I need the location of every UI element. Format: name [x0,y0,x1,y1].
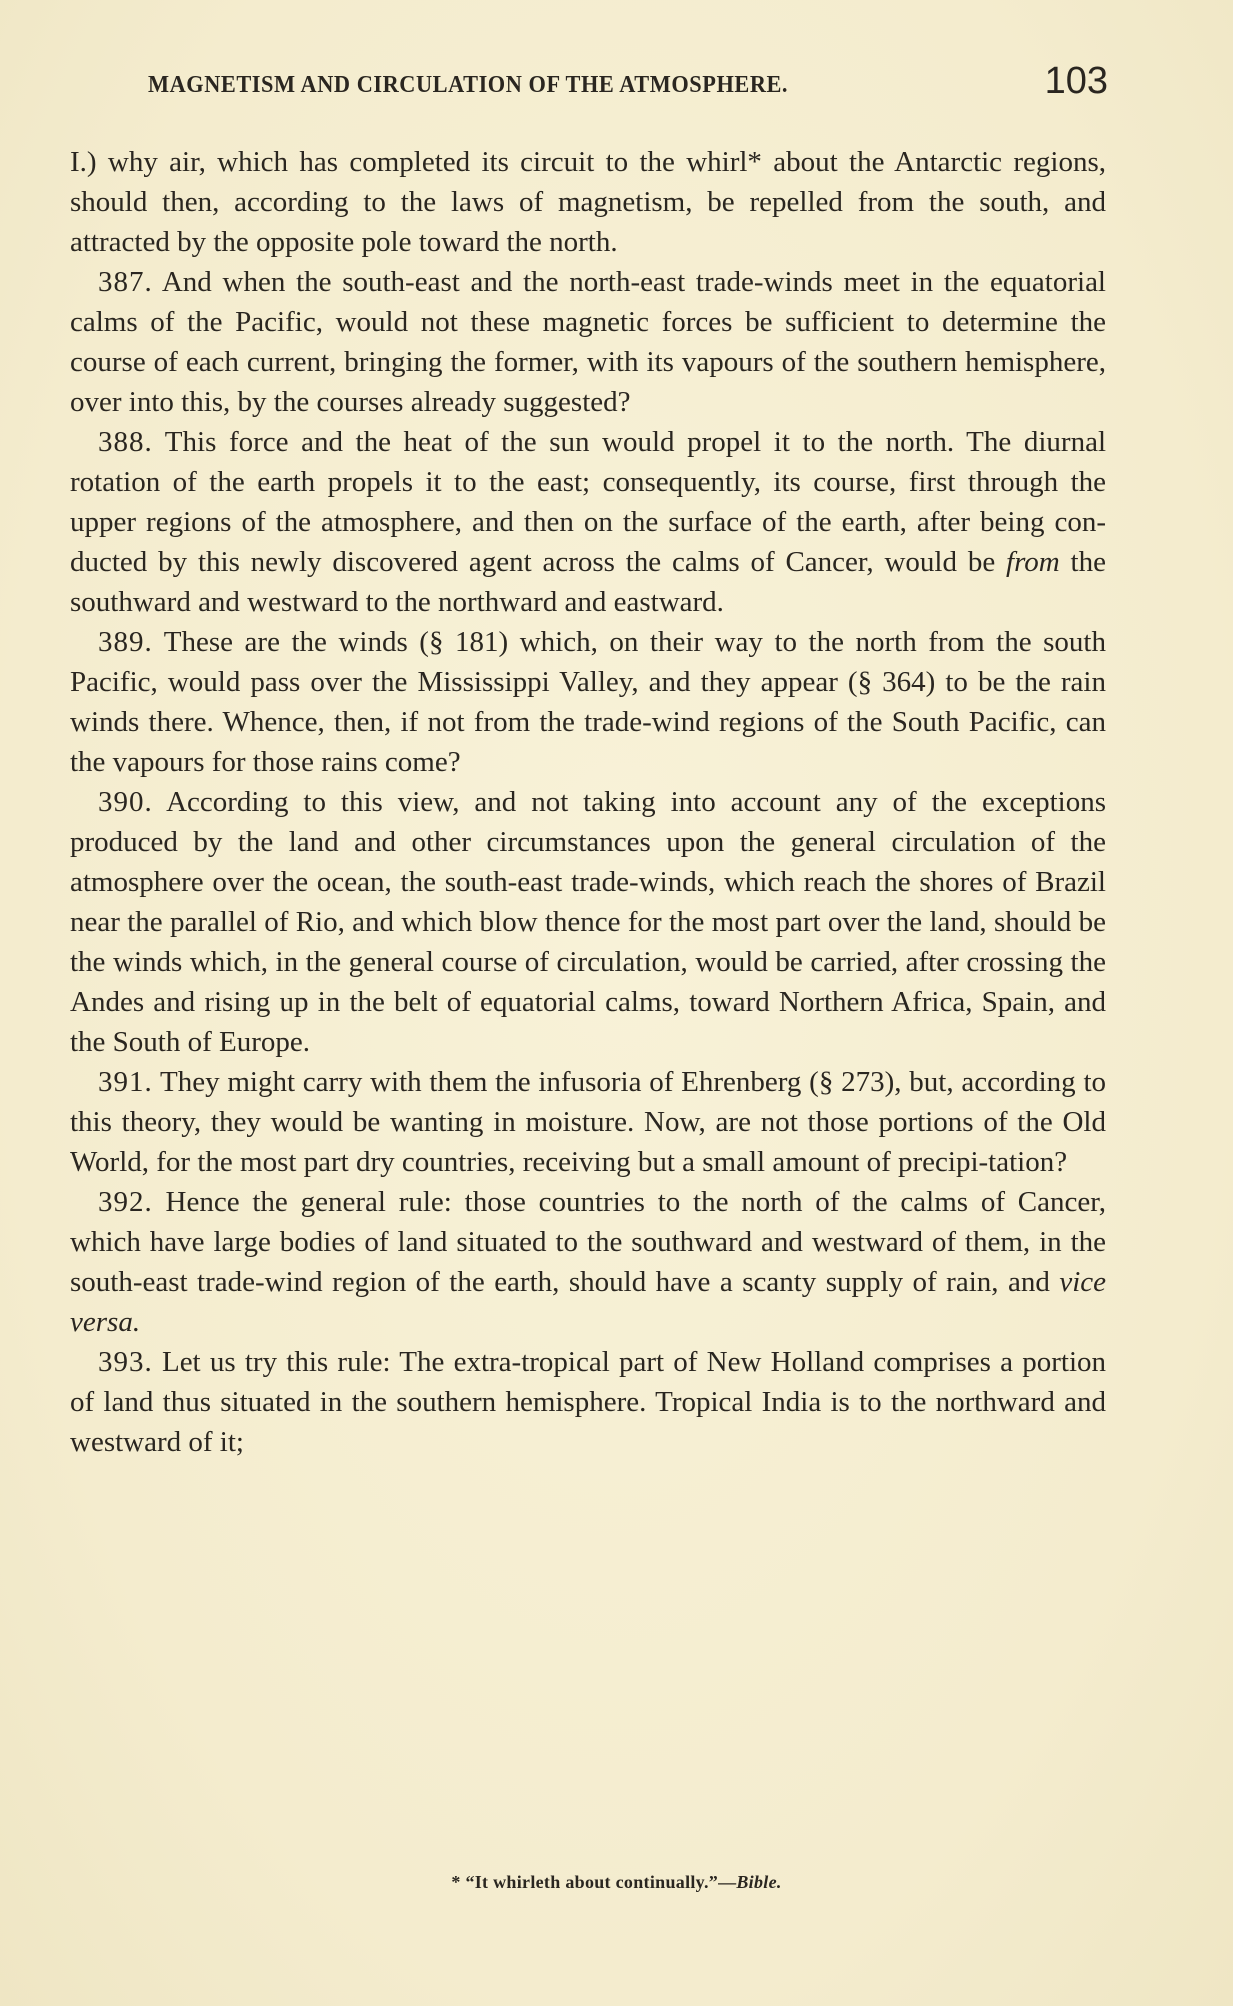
paragraph-number: 392. [98,1186,153,1218]
paragraph-387 [70,262,1106,422]
paragraph-393 [70,1342,1106,1462]
italic-emphasis: vice versa. [70,1266,1106,1338]
running-head [148,58,1108,108]
paragraph-text: These are the winds (§ 181) which, on their way to the north from the south Pacific, would pass over the Mississippi Valley, and they appear (§ 364) to be the rain winds there. Whence, then, if not from the trade-wind regions of the South Pacific, can the vapours for those rains come? [70,626,1106,778]
paragraph-number: 389. [98,626,153,658]
paragraph-number: 387. [98,266,153,298]
footnote-source: Bible. [736,1872,782,1892]
paragraph-text: the southward and westward to the northward and eastward. [70,546,1106,618]
paragraph-text: This force and the heat of the sun would propel it to the north. The diurnal rotation of the earth propels it to the east; consequently, its course, first through the upper regions of the atmosphere, and then on the surface of the earth, after being con-ducted by this newly discovered agent across the calms of Cancer, would be [70,426,1106,578]
footnote-quote: “It whirleth about continually.”— [465,1872,737,1892]
paragraph-text: And when the south-east and the north-east trade-winds meet in the equatorial calms of the Pacific, would not these magnetic forces be sufficient to determine the course of each current, bringing the former, with its vapours of the southern hemisphere, over into this, by the courses already suggested? [70,266,1106,418]
running-title: MAGNETISM AND CIRCULATION OF THE ATMOSPHERE. [148,72,789,98]
italic-emphasis: from [1006,546,1060,578]
paragraph-text: According to this view, and not taking into account any of the exceptions produced by the land and other circumstances upon the general circulation of the atmosphere over the ocean, the south-east trade-winds, which reach the shores of Brazil near the parallel of Rio, and which blow thence for the most part over the land, should be the winds which, in the general course of circulation, would be carried, after crossing the Andes and rising up in the belt of equatorial calms, toward Northern Africa, Spain, and the South of Europe. [70,786,1106,1058]
body-text [70,142,1106,1462]
paragraph-392 [70,1182,1106,1342]
paragraph-text: Let us try this rule: The extra-tropical part of New Holland comprises a portion of land thus situated in the southern hemisphere. Tropical India is to the northward and westward of it; [70,1346,1106,1458]
paragraph-number: 388. [98,426,153,458]
paragraph-number: 391. [98,1066,153,1098]
paragraph-text: They might carry with them the infusoria of Ehrenberg (§ 273), but, according to this theory, they would be wanting in moisture. Now, are not those portions of the Old World, for the most part dry countries, receiving but a small amount of precipi-tation? [70,1066,1106,1178]
paragraph-389 [70,622,1106,782]
footnote [0,1872,1233,1893]
paragraph-text: I.) why air, which has completed its circuit to the whirl* about the Antarctic regions, should then, according to the laws of magnetism, be repelled from the south, and attracted by the opposite pole toward the north. [70,146,1106,258]
paragraph-number: 393. [98,1346,153,1378]
paragraph-390 [70,782,1106,1062]
paragraph-388 [70,422,1106,622]
footnote-marker: * [451,1872,461,1892]
paragraph-number: 390. [98,786,153,818]
paragraph-continuation [70,142,1106,262]
paragraph-text: Hence the general rule: those countries to the north of the calms of Cancer, which have large bodies of land situated to the southward and westward of them, in the south-east trade-wind region of the earth, should have a scanty supply of rain, and [70,1186,1106,1298]
page-number: 103 [1044,60,1108,102]
paragraph-391 [70,1062,1106,1182]
